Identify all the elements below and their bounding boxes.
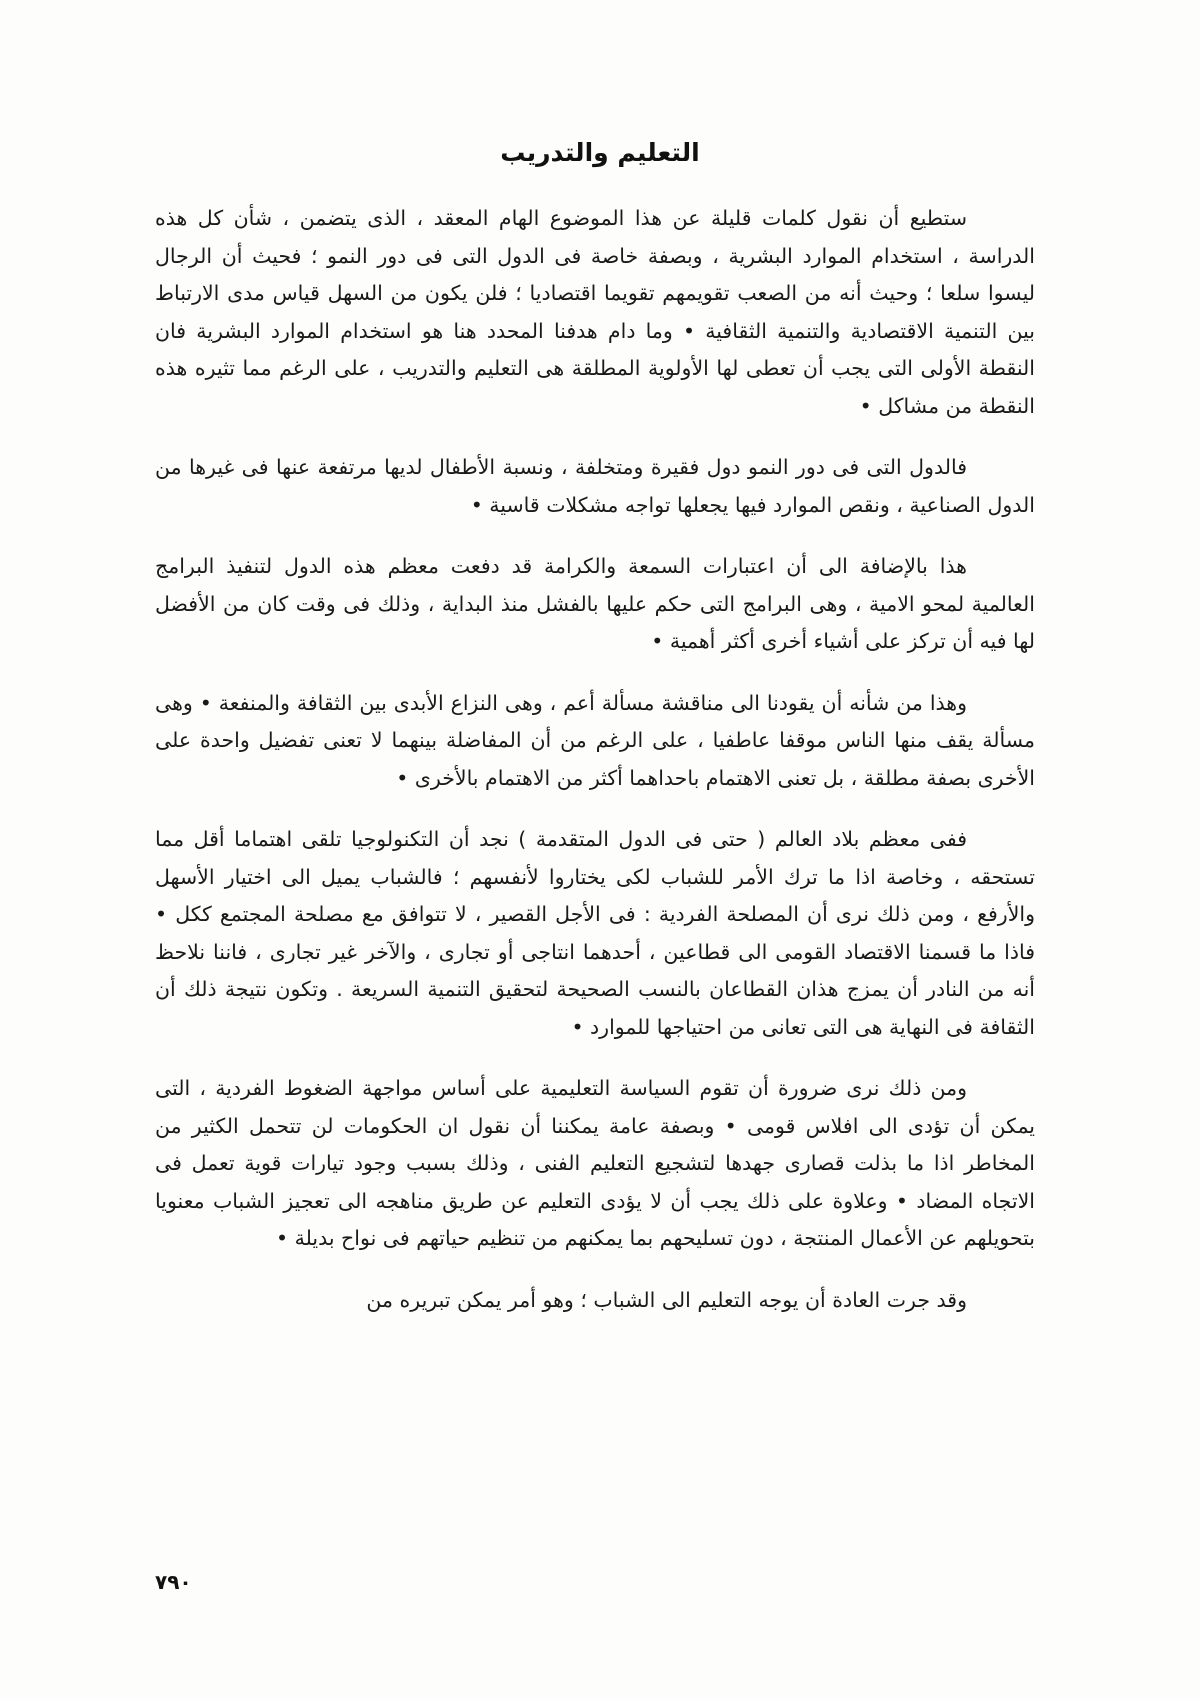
paragraph: ففى معظم بلاد العالم ( حتى فى الدول المتقدمة ) نجد أن التكنولوجيا تلقى اهتماما أقل مما تستحقه ، وخاصة اذا ما ترك الأمر للشباب لكى يختاروا لأنفسهم ؛ فالشباب يميل الى اختيار الأسهل والأرفع ، ومن ذلك نرى أن المصلحة الفردية : فى الأجل القصير ، لا تتوافق مع مصلحة المجتمع ككل • فاذا ما قسمنا الاقتصاد القومى الى قطاعين ، أحدهما انتاجى أو تجارى ، والآخر غير تجارى ، فاننا نلاحظ أنه من النادر أن يمزج هذان القطاعان بالنسب الصحيحة لتحقيق التنمية السريعة . وتكون نتيجة ذلك أن الثقافة فى النهاية هى التى تعانى من احتياجها للموارد • bbox=[155, 827, 1035, 1039]
page-title: التعليم والتدريب bbox=[500, 138, 700, 167]
paragraph: ومن ذلك نرى ضرورة أن تقوم السياسة التعليمية على أساس مواجهة الضغوط الفردية ، التى يمكن أن تؤدى الى افلاس قومى • وبصفة عامة يمكننا أن نقول ان الحكومات لن تتحمل الكثير من المخاطر اذا ما بذلت قصارى جهدها لتشجيع التعليم الفنى ، وذلك بسبب وجود تيارات قوية تعمل فى الاتجاه المضاد • وعلاوة على ذلك يجب أن لا يؤدى التعليم عن طريق مناهجه الى تعجيز الشباب معنويا بتحويلهم عن الأعمال المنتجة ، دون تسليحهم بما يمكنهم من تنظيم حياتهم فى نواح بديلة • bbox=[155, 1076, 1035, 1250]
paragraph: وهذا من شأنه أن يقودنا الى مناقشة مسألة أعم ، وهى النزاع الأبدى بين الثقافة والمنفعة • وهى مسألة يقف منها الناس موقفا عاطفيا ، على الرغم من أن المفاضلة بينهما لا تعنى تفضيل واحدة على الأخرى بصفة مطلقة ، بل تعنى الاهتمام باحداهما أكثر من الاهتمام بالأخرى • bbox=[155, 690, 1035, 790]
paragraph: فالدول التى فى دور النمو دول فقيرة ومتخلفة ، ونسبة الأطفال لديها مرتفعة عنها فى غيرها من الدول الصناعية ، ونقص الموارد فيها يجعلها تواجه مشكلات قاسية • bbox=[155, 455, 1035, 517]
body-text bbox=[155, 200, 1035, 1319]
paragraph: هذا بالإضافة الى أن اعتبارات السمعة والكرامة قد دفعت معظم هذه الدول لتنفيذ البرامج العالمية لمحو الامية ، وهى البرامج التى حكم عليها بالفشل منذ البداية ، وذلك فى وقت كان من الأفضل لها فيه أن تركز على أشياء أخرى أكثر أهمية • bbox=[155, 554, 1035, 653]
paragraph: ستطيع أن نقول كلمات قليلة عن هذا الموضوع الهام المعقد ، الذى يتضمن ، شأن كل هذه الدراسة ، استخدام الموارد البشرية ، وبصفة خاصة فى الدول التى فى دور النمو ؛ فحيث أن الرجال ليسوا سلعا ؛ وحيث أنه من الصعب تقويمهم تقويما اقتصاديا ؛ فلن يكون من السهل قياس مدى الارتباط بين التنمية الاقتصادية والتنمية الثقافية • وما دام هدفنا المحدد هنا هو استخدام الموارد البشرية فان النقطة الأولى التى يجب أن تعطى لها الأولوية المطلقة هى التعليم والتدريب ، على الرغم مما تثيره هذه النقطة من مشاكل • bbox=[155, 206, 1035, 418]
page-number: ٧٩٠ bbox=[155, 1570, 192, 1594]
paragraph: وقد جرت العادة أن يوجه التعليم الى الشباب ؛ وهو أمر يمكن تبريره من bbox=[366, 1287, 967, 1312]
